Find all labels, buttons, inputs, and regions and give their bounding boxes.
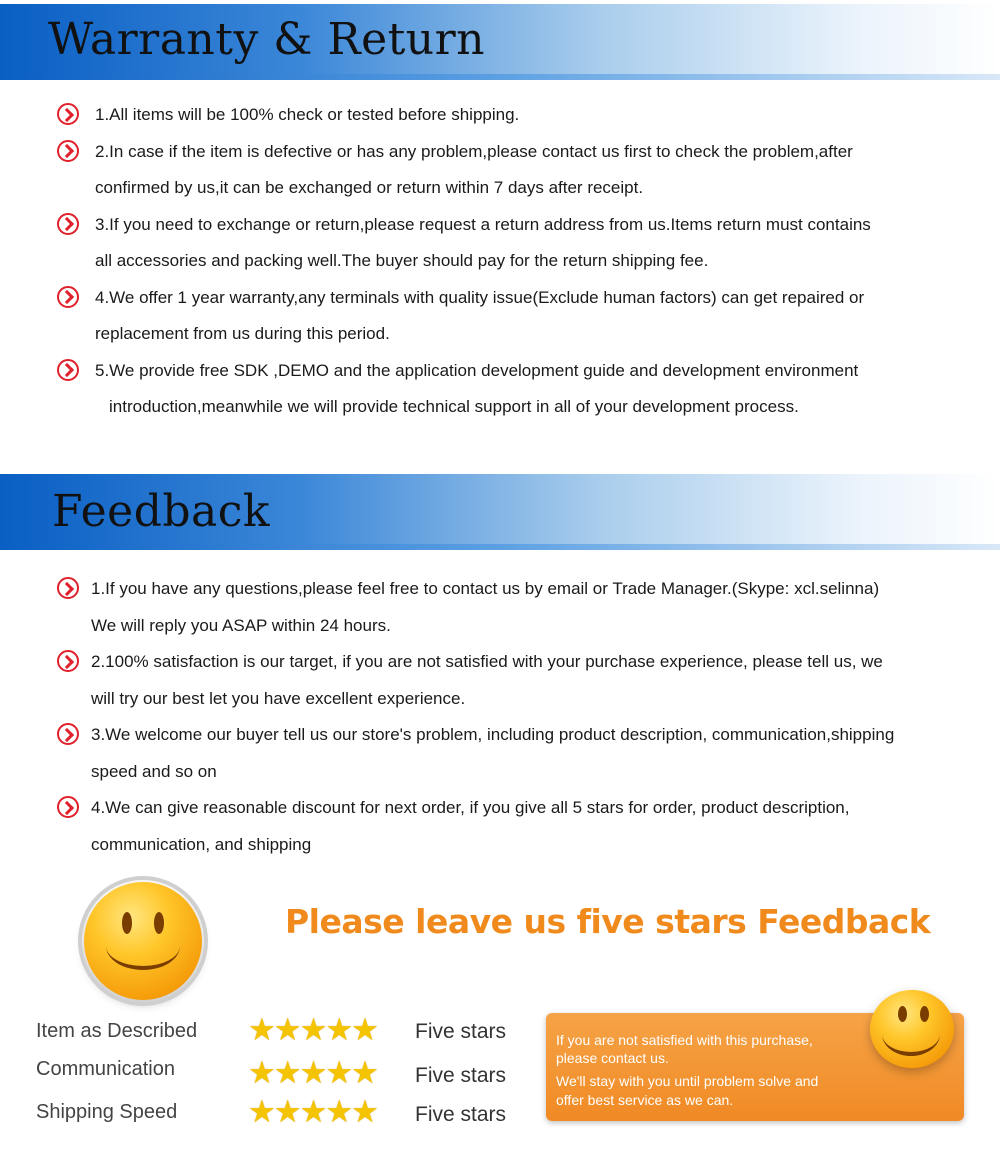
rating-label: Shipping Speed (36, 1101, 178, 1123)
warranty-list (0, 97, 1000, 426)
warranty-item-text: all accessories and packing well.The buyer should pay for the return shipping fee. (95, 251, 709, 270)
smiley-mouth (106, 922, 180, 970)
warranty-item-2 (0, 134, 1000, 207)
feedback-item-text: 1.If you have any questions,please feel free to contact us by email or Trade Manager.(Skype: xcl.selinna) (91, 579, 880, 598)
feedback-item-1 (0, 571, 1000, 644)
warranty-item-text: 5.We provide free SDK ,DEMO and the application development guide and development environment (95, 360, 859, 380)
notice-line: If you are not satisfied with this purchase, (556, 1032, 813, 1048)
rating-label: Communication (36, 1058, 175, 1080)
feedback-item-text: will try our best let you have excellent experience. (91, 688, 466, 708)
feedback-cta-heading: Please leave us five stars Feedback (285, 902, 931, 941)
feedback-item-4 (0, 790, 1000, 863)
rating-value: Five stars (415, 1103, 507, 1126)
feedback-header (0, 474, 1000, 550)
smiley-face-icon (870, 990, 954, 1068)
warranty-header (0, 4, 1000, 80)
warranty-item-text: 2.In case if the item is defective or has any problem,please contact us first to check the problem,after (95, 141, 853, 161)
chevron-right-circle-icon (57, 577, 79, 599)
rating-value: Five stars (415, 1064, 507, 1087)
feedback-item-text: speed and so on (91, 761, 217, 781)
warranty-item-1 (0, 97, 1000, 134)
smiley-mouth (882, 1012, 940, 1056)
feedback-item-text: communication, and shipping (91, 834, 312, 854)
notice-line: offer best service as we can. (556, 1092, 734, 1108)
rating-label: Item as Described (36, 1020, 198, 1042)
feedback-item-text: 2.100% satisfaction is our target, if you are not satisfied with your purchase experience, please tell us, we (91, 652, 883, 671)
smiley-face-icon (84, 882, 202, 1000)
warranty-title: Warranty & Return (48, 14, 486, 65)
warranty-item-4 (0, 280, 1000, 353)
warranty-item-text: replacement from us during this period. (95, 324, 390, 343)
chevron-right-circle-icon (57, 213, 79, 235)
notice-line: please contact us. (556, 1050, 669, 1066)
chevron-right-circle-icon (57, 140, 79, 162)
warranty-item-text: introduction,meanwhile we will provide technical support in all of your development process. (109, 397, 799, 416)
notice-line: We'll stay with you until problem solve and (556, 1073, 819, 1089)
feedback-item-text: 3.We welcome our buyer tell us our store's problem, including product description, communication,shipping (91, 725, 895, 744)
chevron-right-circle-icon (57, 723, 79, 745)
chevron-right-circle-icon (57, 103, 79, 125)
star-icon: ★★★★★ (248, 1055, 377, 1090)
feedback-item-3 (0, 717, 1000, 790)
warranty-item-text: 3.If you need to exchange or return,please request a return address from us.Items return must contains (95, 214, 871, 234)
chevron-right-circle-icon (57, 359, 79, 381)
feedback-title: Feedback (52, 486, 271, 537)
warranty-item-text: 4.We offer 1 year warranty,any terminals with quality issue(Exclude human factors) can get repaired or (95, 287, 865, 307)
warranty-item-text: 1.All items will be 100% check or tested before shipping. (95, 105, 520, 124)
feedback-item-text: 4.We can give reasonable discount for next order, if you give all 5 stars for order, product description, (91, 798, 850, 817)
chevron-right-circle-icon (57, 650, 79, 672)
header-divider (0, 74, 1000, 80)
rating-value: Five stars (415, 1020, 507, 1043)
warranty-item-5 (0, 353, 1000, 426)
header-divider (0, 544, 1000, 550)
warranty-item-text: confirmed by us,it can be exchanged or return within 7 days after receipt. (95, 178, 644, 197)
star-icon: ★★★★★ (248, 1012, 377, 1047)
warranty-item-3 (0, 207, 1000, 280)
feedback-item-text: We will reply you ASAP within 24 hours. (91, 615, 391, 635)
feedback-list (0, 571, 1000, 863)
chevron-right-circle-icon (57, 796, 79, 818)
feedback-item-2 (0, 644, 1000, 717)
star-icon: ★★★★★ (248, 1094, 377, 1129)
chevron-right-circle-icon (57, 286, 79, 308)
